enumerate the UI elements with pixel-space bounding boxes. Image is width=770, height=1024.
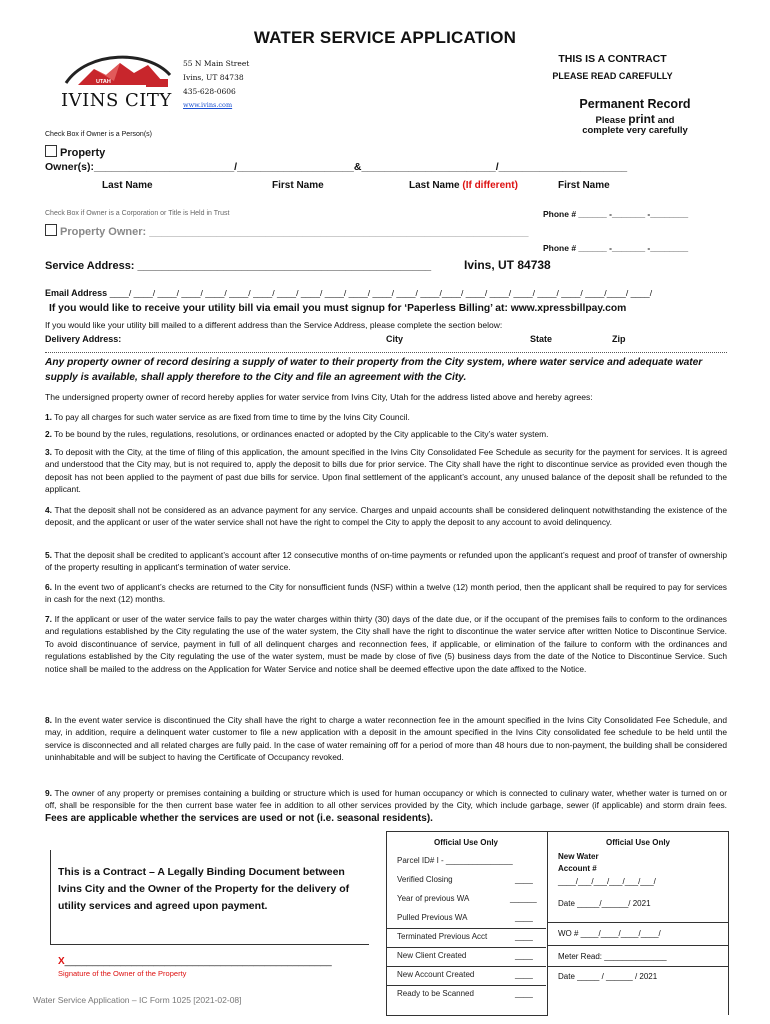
clause-8 [45, 714, 727, 764]
logo-city-name: IVINS CITY [61, 90, 172, 111]
delivery-zip-label: Zip [612, 334, 626, 344]
ou-terminated-previous-blank[interactable]: ____ [515, 932, 533, 941]
email-blanks[interactable]: ____/ ____/ ____/ ____/ ____/ ____/ ____/ ____/ ____/ ____/ ____/ ____/ ____/ ____/____/ ____/ ____/ ____/ ____/ ____/ ____/____/ ____/ [109, 288, 653, 298]
clause-num: 2. [45, 429, 52, 439]
clause-9 [45, 787, 727, 825]
clause-text: That the deposit shall be credited to applicant’s account after 12 consecutive months of on-time payments or refunded upon the applicant’s request and proof of transfer of ownership of the property resulting in applicant’s termination of water service. [45, 550, 727, 573]
clause-num: 1. [45, 412, 52, 422]
city-phone: 435-628-0606 [183, 87, 236, 96]
person-property-label: Property [60, 147, 106, 159]
person-property-row [45, 145, 105, 159]
ou-parcel-id[interactable]: Parcel ID# I - _______________ [397, 856, 513, 865]
ou-divider [386, 985, 546, 986]
clause-num: 5. [45, 550, 52, 560]
owners-line[interactable]: Owner(s):________________________/____________________&_______________________/______________________ [45, 161, 628, 173]
person-owner-checkbox[interactable] [45, 145, 57, 157]
clause-text: The owner of any property or premises containing a building or structure which is used for human occupancy or which is connected to culinary water, whether water is turned on or off, shall be responsible for the then current base water fee in addition to all other services provided by the City, which include garbage, sewer (if applicable) and storm drain fees. [45, 788, 727, 811]
clause-6 [45, 581, 727, 606]
city-address: 55 N Main Street [183, 59, 250, 68]
ou-right-divider [548, 966, 728, 967]
ou-year-previous: Year of previous WA [397, 894, 470, 903]
owner2-last-name-text: Last Name [409, 180, 460, 191]
signature-line[interactable] [58, 956, 332, 967]
corp-checkbox-label: Check Box if Owner is a Corporation or Title is Held in Trust [45, 210, 230, 217]
ou-divider [386, 947, 546, 948]
ou-account-label: Account # [558, 864, 597, 873]
city-city-line: Ivins, UT 84738 [183, 73, 244, 82]
clause-num: 4. [45, 505, 52, 515]
owner-first-name-label: First Name [272, 180, 324, 191]
clause-num: 3. [45, 447, 52, 457]
phone-line-1[interactable]: Phone # ______ -_______ -________ [543, 209, 689, 219]
clause-num: 6. [45, 582, 52, 592]
clause-text: To be bound by the rules, regulations, resolutions, or ordinances enacted or adopted by the City applicable to the City’s water system. [52, 429, 549, 439]
city-website-link[interactable]: www.ivins.com [183, 101, 233, 109]
clause-4 [45, 504, 727, 529]
ou-divider [386, 966, 546, 967]
contract-notice-line2: PLEASE READ CAREFULLY [552, 71, 673, 81]
clause-3 [45, 446, 727, 496]
contract-notice-line1: THIS IS A CONTRACT [558, 53, 667, 65]
ou-date-1[interactable]: Date _____/______/ 2021 [558, 899, 651, 908]
ou-ready-scanned-blank[interactable]: ____ [515, 989, 533, 998]
clause-text: In the event two of applicant’s checks are returned to the City for nonsufficient funds (NSF) within a twelve (12) month period, then the applicant shall be required to pay for services in cash for the next (12) months. [45, 582, 727, 605]
ou-pulled-previous-blank[interactable]: ____ [515, 913, 533, 922]
clause-num: 9. [45, 788, 52, 798]
service-address-line[interactable]: Service Address: ________________________________________________ [45, 260, 432, 272]
signature-label: Signature of the Owner of the Property [58, 969, 187, 978]
delivery-state-label: State [530, 334, 553, 344]
service-address-city: Ivins, UT 84738 [464, 258, 551, 272]
signature-x: X [58, 956, 65, 967]
page-title: WATER SERVICE APPLICATION [253, 28, 517, 47]
if-different-note: (If different) [462, 180, 518, 191]
clause-text: To deposit with the City, at the time of filing of this application, the amount specified in the Ivins City Consolidated Fee Schedule as security for the payment for services. It is agreed and understood that the City may, but is not required to, apply the deposit to bills due for prior service. The City shall have the right to discontinue service as provided even though the deposit has not been applied to the payment of past due bills for service. Upon final settlement of the applicant’s account, any unused balance of the deposit shall be refunded to the applicant. [45, 447, 727, 495]
official-right-title: Official Use Only [605, 838, 671, 847]
ou-account-blanks[interactable]: ____/___/___/___/___/___/ [558, 877, 656, 886]
clause-text: To pay all charges for such water service as are fixed from time to time by the Ivins City Council. [52, 412, 410, 422]
ou-new-client-blank[interactable]: ____ [515, 951, 533, 960]
clause-2 [45, 428, 727, 440]
clause-text: That the deposit shall not be considered as an advance payment for any service. Charges and unpaid accounts shall be considered delinquent notwithstanding the existence of the deposit, and the applicant or user of the water service shall not have the right to compel the City to apply the deposit to any account to avoid delinquency. [45, 505, 727, 528]
clause-num: 7. [45, 614, 52, 624]
permanent-record-title: Permanent Record [579, 97, 691, 111]
owner2-last-name-label [409, 180, 518, 191]
corp-property-owner-row [45, 224, 529, 238]
ou-date-2[interactable]: Date _____ / ______ / 2021 [558, 972, 658, 981]
clause-num: 8. [45, 715, 52, 725]
corp-property-owner-line[interactable]: Property Owner: ______________________________________________________________ [60, 226, 529, 238]
ou-right-divider [548, 922, 728, 923]
clause-5 [45, 549, 727, 574]
delivery-city-label: City [386, 334, 404, 344]
agreement-intro: The undersigned property owner of record hereby applies for water service from Ivins City, Utah for the address listed above and hereby agrees: [45, 392, 593, 402]
ou-right-divider [548, 945, 728, 946]
ou-ready-scanned: Ready to be Scanned [397, 989, 474, 998]
ou-pulled-previous: Pulled Previous WA [397, 913, 468, 922]
clause-7 [45, 613, 727, 675]
instr-please: Please [595, 115, 629, 126]
email-row [45, 288, 652, 298]
ou-new-account-blank[interactable]: ____ [515, 970, 533, 979]
contract-box-text: This is a Contract – A Legally Binding Document between Ivins City and the Owner of the Property for the delivery of utility services and agreed upon payment. [58, 866, 350, 912]
owner2-first-name-label: First Name [558, 180, 610, 191]
logo-state-badge: UTAH [96, 79, 111, 85]
clause-1 [45, 411, 727, 423]
ou-wo-number[interactable]: WO # ____/____/____/____/ [558, 929, 661, 938]
clause-text: If the applicant or user of the water service fails to pay the water charges within thirty (30) days of the date due, or if the occupant of the premises fails to conform to the ordinances and regulations established by the City regulating the use of the water system, the City shall have the right to discontinue the water service after written Notice to Discontinue Service. To avoid discontinuance of service, payment in full of all delinquent charges and reconnection fees, if applicable, or elimination of the failure to conform with the ordinances and regulations established by the City regulating the use of the water system, must be made by close of five (5) business days from the date of the Notice to Discontinue Service. Such notice shall be mailed to the address on the Application for Water Service and notice shall be deemed effective upon the date affixed to the Notice. [45, 614, 727, 674]
email-label: Email Address [45, 288, 108, 298]
ou-year-previous-blank[interactable]: ______ [510, 894, 537, 903]
delivery-divider [45, 352, 727, 353]
phone-line-2[interactable]: Phone # ______ -_______ -________ [543, 243, 689, 253]
person-checkbox-label: Check Box if Owner is a Person(s) [45, 131, 152, 138]
owner-last-name-label: Last Name [102, 180, 153, 191]
ou-new-account: New Account Created [397, 970, 475, 979]
permanent-record-line2: complete very carefully [582, 125, 688, 136]
paperless-billing-notice: If you would like to receive your utility bill via email you must signup for ‘Paperless Billing’ at: www.xpressbillpay.com [49, 303, 627, 314]
mail-note: If you would like your utility bill mailed to a different address than the Service Address, please complete the section below: [45, 320, 503, 330]
corp-owner-checkbox[interactable] [45, 224, 57, 236]
ou-verified-closing: Verified Closing [397, 875, 453, 884]
official-left-title: Official Use Only [433, 838, 499, 847]
instr-and: and [654, 115, 675, 126]
ou-meter-read[interactable]: Meter Read: ______________ [558, 952, 667, 961]
delivery-address-label[interactable]: Delivery Address: [45, 334, 122, 344]
ou-new-client: New Client Created [397, 951, 467, 960]
clause-text: In the event water service is discontinued the City shall have the right to charge a water reconnection fee in the amount specified in the Ivins City Consolidated Fee Schedule, and may, in addition, require a delinquent water customer to file a new application with a deposit in the amount specified in the Ivins City consolidated fee schedule to be held until the service is disconnected and all related charges are fully paid. In the case of water remaining off for a period of more than 48 hours due to non-payment, the building shall be considered uninhabitable and will be subject to having the Certificate of Occupancy revoked. [45, 715, 727, 763]
ou-new-water: New Water [558, 852, 599, 861]
permanent-record-instruction [560, 112, 710, 126]
italic-statement: Any property owner of record desiring a supply of water to their property from the City system, where water service and adequate water supply is available, shall apply therefore to the City and file an agreement with the City. [45, 357, 703, 383]
ou-verified-closing-blank[interactable]: ____ [515, 875, 533, 884]
form-footer: Water Service Application – IC Form 1025 [2021-02-08] [33, 995, 242, 1005]
ou-divider [386, 928, 546, 929]
clause-9-bold-tail: Fees are applicable whether the services are used or not (i.e. seasonal residents). [45, 812, 433, 824]
contract-notice [540, 53, 685, 65]
instr-print: print [628, 112, 655, 126]
signature-blank[interactable]: ________________________________________________ [64, 956, 332, 967]
ou-terminated-previous: Terminated Previous Acct [397, 932, 488, 941]
